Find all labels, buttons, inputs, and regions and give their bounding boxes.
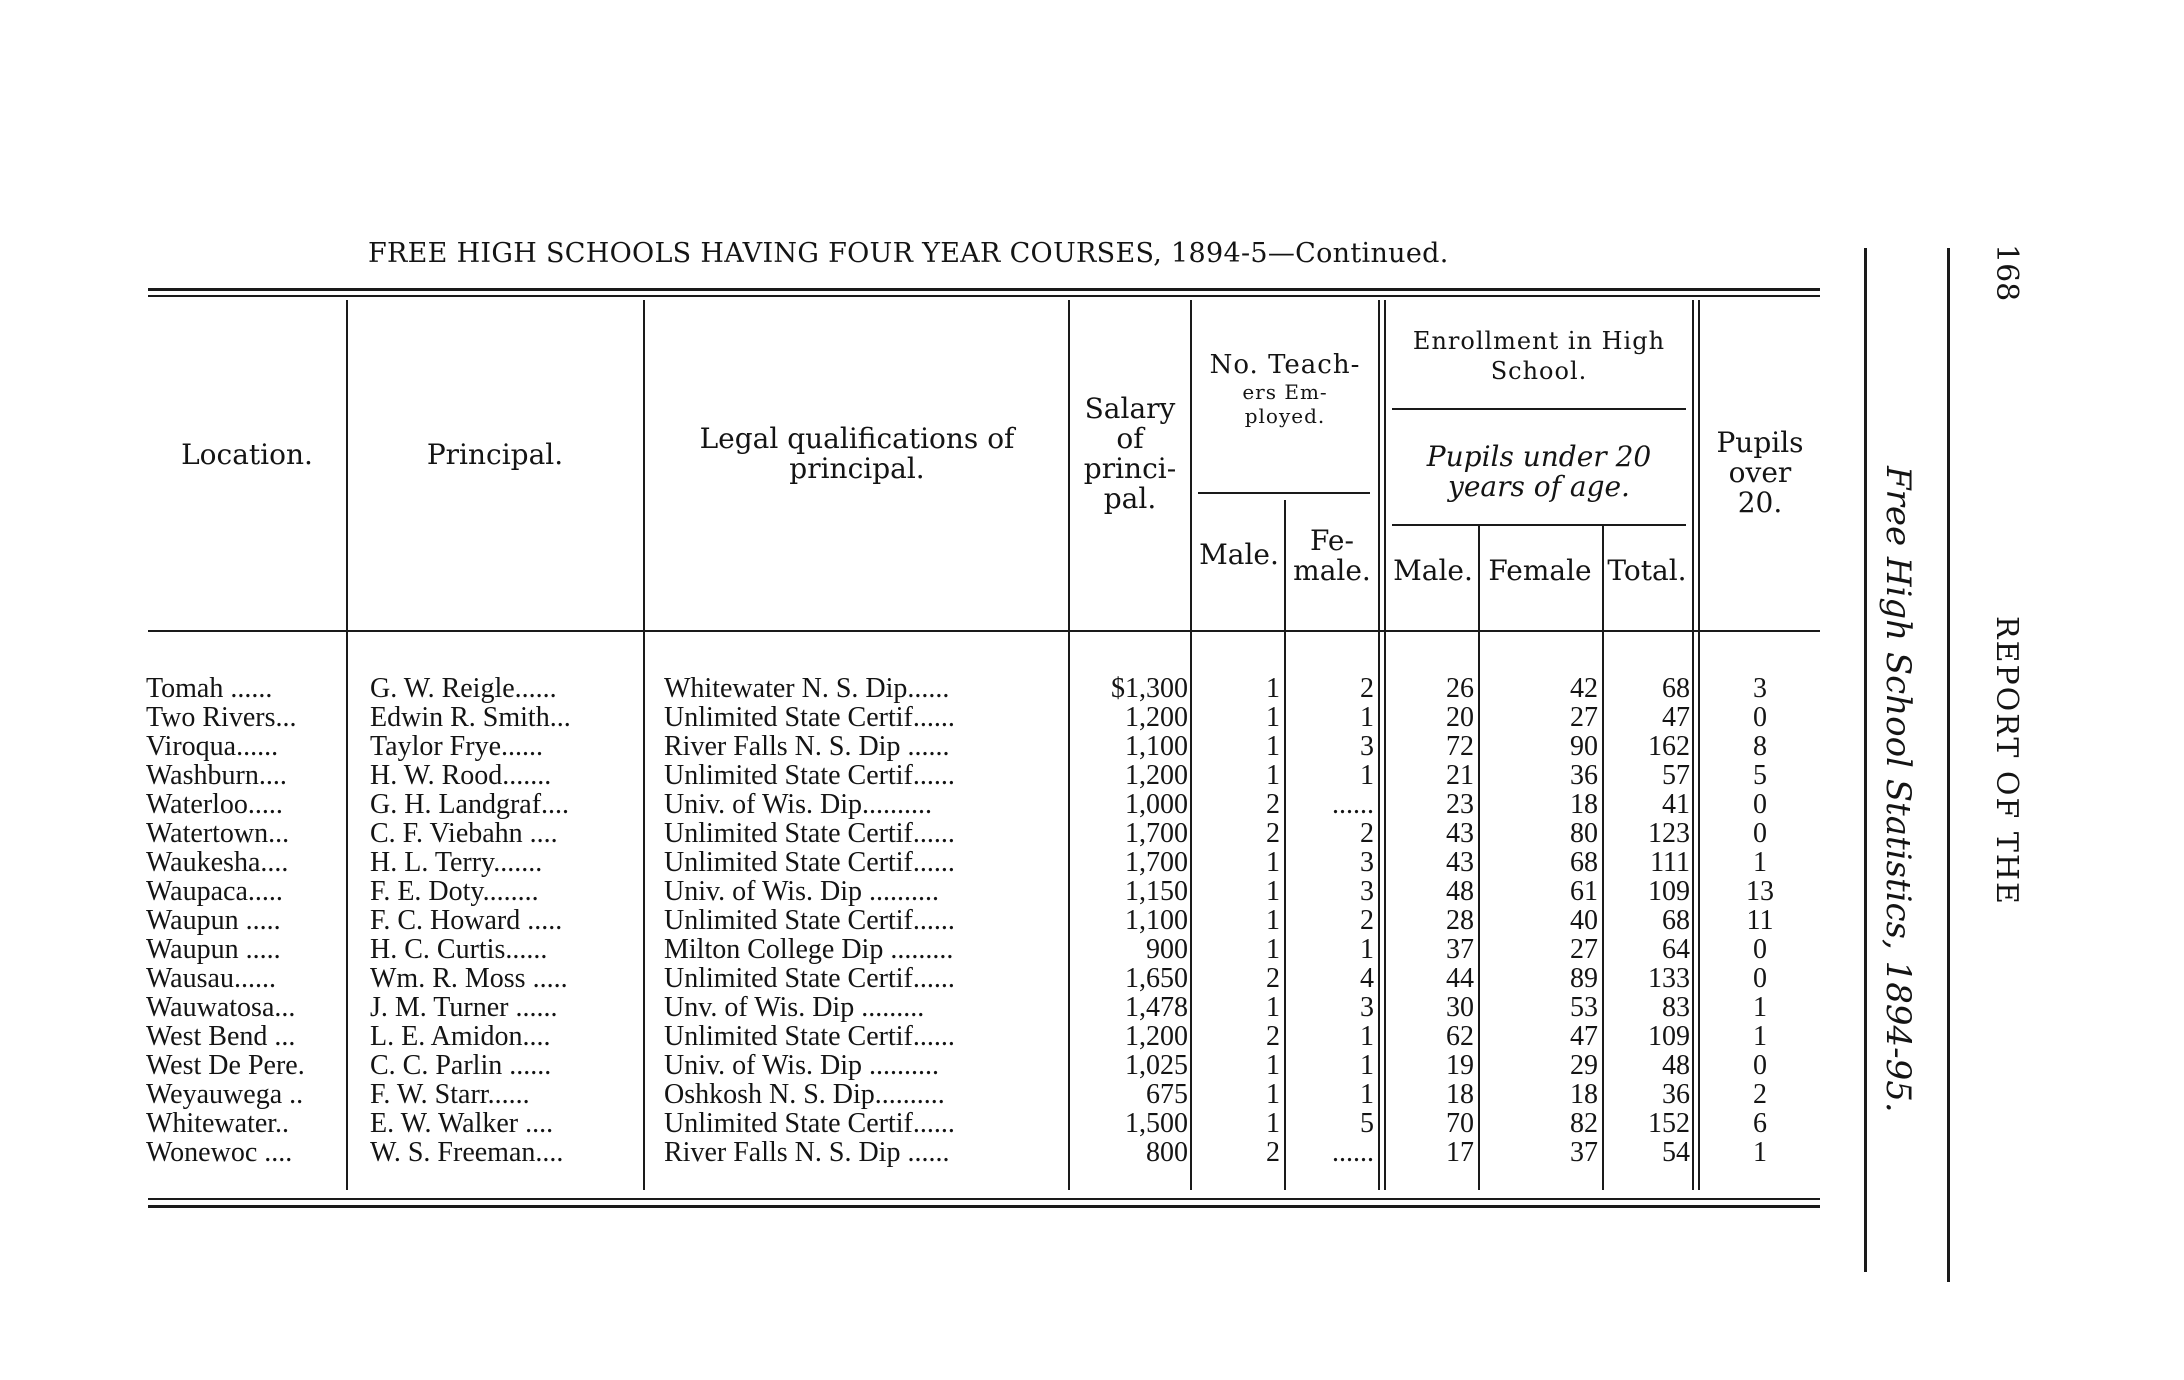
table-row <box>0 1138 1840 1167</box>
table-row <box>0 848 1840 877</box>
cell-enroll-total: 68 <box>1662 674 1690 703</box>
cell-teachers-female: 1 <box>1360 761 1374 790</box>
table-row <box>0 877 1840 906</box>
cell-salary: 1,000 <box>1125 790 1188 819</box>
cell-teachers-female: 1 <box>1360 1080 1374 1109</box>
cell-principal: C. C. Parlin ...... <box>370 1051 552 1080</box>
cell-salary: 800 <box>1146 1138 1188 1167</box>
cell-location: Wauwatosa... <box>146 993 296 1022</box>
cell-over20: 5 <box>1753 761 1767 790</box>
cell-location: Waukesha.... <box>146 848 289 877</box>
cell-over20: 0 <box>1753 790 1767 819</box>
cell-teachers-female: 3 <box>1360 993 1374 1022</box>
cell-legal: Unlimited State Certif...... <box>664 761 955 790</box>
teachers-subrule <box>1198 492 1370 494</box>
table-row <box>0 993 1840 1022</box>
cell-legal: Unlimited State Certif...... <box>664 1109 955 1138</box>
cell-enroll-total: 83 <box>1662 993 1690 1022</box>
cell-legal: Unlimited State Certif...... <box>664 1022 955 1051</box>
header-separator <box>148 630 1820 632</box>
table-row <box>0 674 1840 703</box>
top-rule-thick <box>148 288 1820 291</box>
cell-principal: J. M. Turner ...... <box>370 993 558 1022</box>
cell-enroll-female: 61 <box>1570 877 1598 906</box>
cell-legal: Univ. of Wis. Dip.......... <box>664 790 932 819</box>
cell-enroll-female: 89 <box>1570 964 1598 993</box>
cell-legal: Univ. of Wis. Dip .......... <box>664 1051 939 1080</box>
cell-enroll-male: 21 <box>1446 761 1474 790</box>
cell-teachers-male: 1 <box>1266 906 1280 935</box>
cell-teachers-female: ...... <box>1332 790 1374 819</box>
header-under20-line2 <box>1388 472 1690 502</box>
cell-enroll-female: 90 <box>1570 732 1598 761</box>
running-subtitle-text: Free High School Statistics, 1894-95. <box>1878 466 1918 1113</box>
cell-enroll-male: 48 <box>1446 877 1474 906</box>
header-salary-line2: of <box>1116 422 1144 455</box>
header-salary-line3: princi- <box>1083 452 1177 485</box>
cell-legal: Unv. of Wis. Dip ......... <box>664 993 925 1022</box>
cell-salary: 1,500 <box>1125 1109 1188 1138</box>
header-over20-line2: over 20. <box>1728 456 1792 519</box>
header-under20-line1-text: Pupils under 20 <box>1426 440 1652 473</box>
cell-enroll-male: 19 <box>1446 1051 1474 1080</box>
running-subtitle <box>1878 466 1918 1113</box>
header-enrollment-line2: School. <box>1490 357 1588 385</box>
cell-enroll-female: 36 <box>1570 761 1598 790</box>
cell-over20: 1 <box>1753 1138 1767 1167</box>
header-legal <box>648 424 1066 484</box>
cell-enroll-female: 42 <box>1570 674 1598 703</box>
cell-teachers-male: 2 <box>1266 819 1280 848</box>
cell-enroll-total: 111 <box>1650 848 1690 877</box>
cell-teachers-female: 5 <box>1360 1109 1374 1138</box>
enrollment-subrule <box>1392 408 1686 410</box>
cell-salary: 1,100 <box>1125 906 1188 935</box>
cell-enroll-total: 41 <box>1662 790 1690 819</box>
table-row <box>0 1051 1840 1080</box>
cell-teachers-male: 2 <box>1266 964 1280 993</box>
header-legal-line2: principal. <box>789 452 925 485</box>
header-teachers-male-text: Male. <box>1199 538 1279 571</box>
cell-salary: 1,100 <box>1125 732 1188 761</box>
cell-location: Tomah ...... <box>146 674 273 703</box>
header-salary-line1: Salary <box>1084 392 1176 425</box>
header-legal-line1: Legal qualifications of <box>699 422 1015 455</box>
cell-salary: 1,150 <box>1125 877 1188 906</box>
header-salary-line4: pal. <box>1103 482 1157 515</box>
cell-salary: 675 <box>1146 1080 1188 1109</box>
header-enroll-male-text: Male. <box>1393 554 1473 587</box>
cell-legal: Oshkosh N. S. Dip.......... <box>664 1080 945 1109</box>
header-teachers <box>1194 350 1376 428</box>
cell-location: Watertown... <box>146 819 290 848</box>
table-row <box>0 790 1840 819</box>
cell-principal: F. W. Starr...... <box>370 1080 530 1109</box>
cell-teachers-female: 3 <box>1360 848 1374 877</box>
cell-teachers-male: 1 <box>1266 674 1280 703</box>
header-teachers-female <box>1288 526 1376 586</box>
cell-enroll-female: 37 <box>1570 1138 1598 1167</box>
header-under20-line2-text: years of age. <box>1448 470 1630 503</box>
cell-salary: 1,200 <box>1125 1022 1188 1051</box>
cell-enroll-total: 54 <box>1662 1138 1690 1167</box>
cell-principal: F. C. Howard ..... <box>370 906 563 935</box>
cell-enroll-female: 47 <box>1570 1022 1598 1051</box>
cell-location: West De Pere. <box>146 1051 305 1080</box>
cell-legal: Unlimited State Certif...... <box>664 964 955 993</box>
cell-teachers-female: 2 <box>1360 674 1374 703</box>
margin-rule-right <box>1947 248 1950 1282</box>
cell-teachers-male: 2 <box>1266 790 1280 819</box>
cell-legal: River Falls N. S. Dip ...... <box>664 1138 950 1167</box>
cell-location: Waupun ..... <box>146 935 281 964</box>
header-enroll-male <box>1390 556 1476 586</box>
cell-enroll-total: 133 <box>1648 964 1690 993</box>
cell-location: Whitewater.. <box>146 1109 290 1138</box>
cell-teachers-male: 1 <box>1266 761 1280 790</box>
table-row <box>0 1080 1840 1109</box>
cell-principal: E. W. Walker .... <box>370 1109 554 1138</box>
cell-teachers-male: 1 <box>1266 732 1280 761</box>
cell-enroll-total: 68 <box>1662 906 1690 935</box>
cell-salary: 900 <box>1146 935 1188 964</box>
cell-over20: 6 <box>1753 1109 1767 1138</box>
cell-enroll-male: 43 <box>1446 848 1474 877</box>
cell-location: Waupaca..... <box>146 877 283 906</box>
cell-enroll-male: 37 <box>1446 935 1474 964</box>
cell-teachers-female: 1 <box>1360 1051 1374 1080</box>
header-teachers-line3: ployed. <box>1244 404 1326 428</box>
bottom-rule-thin <box>148 1198 1820 1200</box>
cell-principal: G. W. Reigle...... <box>370 674 557 703</box>
page-number-text: 168 <box>1989 244 2024 302</box>
cell-enroll-total: 109 <box>1648 877 1690 906</box>
header-under20-line1 <box>1388 442 1690 472</box>
cell-enroll-male: 28 <box>1446 906 1474 935</box>
table-row <box>0 761 1840 790</box>
cell-over20: 0 <box>1753 819 1767 848</box>
cell-enroll-total: 152 <box>1648 1109 1690 1138</box>
cell-teachers-male: 1 <box>1266 1109 1280 1138</box>
cell-over20: 0 <box>1753 935 1767 964</box>
bottom-rule-thick <box>148 1205 1820 1208</box>
cell-legal: River Falls N. S. Dip ...... <box>664 732 950 761</box>
cell-enroll-male: 62 <box>1446 1022 1474 1051</box>
cell-enroll-male: 43 <box>1446 819 1474 848</box>
cell-salary: 1,478 <box>1125 993 1188 1022</box>
cell-principal: W. S. Freeman.... <box>370 1138 564 1167</box>
cell-over20: 3 <box>1753 674 1767 703</box>
header-enrollment-line1: Enrollment in High <box>1412 327 1666 355</box>
cell-principal: L. E. Amidon.... <box>370 1022 551 1051</box>
header-over20 <box>1702 428 1818 518</box>
cell-enroll-total: 36 <box>1662 1080 1690 1109</box>
cell-over20: 13 <box>1746 877 1774 906</box>
cell-teachers-female: 3 <box>1360 877 1374 906</box>
cell-teachers-male: 1 <box>1266 703 1280 732</box>
header-teachers-female-line1: Fe- <box>1310 524 1354 557</box>
table-row <box>0 935 1840 964</box>
cell-enroll-male: 72 <box>1446 732 1474 761</box>
cell-teachers-female: 4 <box>1360 964 1374 993</box>
header-teachers-male <box>1196 540 1282 570</box>
cell-over20: 11 <box>1746 906 1774 935</box>
header-location-text: Location. <box>181 438 313 471</box>
header-enroll-total <box>1604 556 1690 586</box>
table-row <box>0 703 1840 732</box>
header-principal <box>350 440 640 470</box>
cell-enroll-female: 29 <box>1570 1051 1598 1080</box>
header-under20 <box>1388 442 1690 502</box>
header-salary <box>1072 394 1188 514</box>
cell-enroll-female: 18 <box>1570 1080 1598 1109</box>
cell-teachers-male: 2 <box>1266 1022 1280 1051</box>
running-head <box>1989 616 2024 906</box>
header-location <box>152 440 342 470</box>
page-title: FREE HIGH SCHOOLS HAVING FOUR YEAR COURSES, 1894-5—Continued. <box>368 238 1449 269</box>
cell-salary: 1,200 <box>1125 761 1188 790</box>
cell-salary: 1,700 <box>1125 848 1188 877</box>
cell-over20: 1 <box>1753 848 1767 877</box>
header-teachers-line1: No. Teach- <box>1209 350 1361 380</box>
cell-legal: Milton College Dip ......... <box>664 935 954 964</box>
cell-principal: H. W. Rood....... <box>370 761 552 790</box>
cell-principal: Edwin R. Smith... <box>370 703 571 732</box>
cell-over20: 0 <box>1753 703 1767 732</box>
cell-enroll-female: 27 <box>1570 935 1598 964</box>
cell-enroll-total: 123 <box>1648 819 1690 848</box>
cell-salary: 1,700 <box>1125 819 1188 848</box>
cell-enroll-total: 47 <box>1662 703 1690 732</box>
cell-location: Waterloo..... <box>146 790 283 819</box>
cell-enroll-total: 64 <box>1662 935 1690 964</box>
table-row <box>0 732 1840 761</box>
cell-enroll-total: 162 <box>1648 732 1690 761</box>
cell-enroll-male: 30 <box>1446 993 1474 1022</box>
cell-over20: 1 <box>1753 1022 1767 1051</box>
cell-principal: Taylor Frye...... <box>370 732 544 761</box>
cell-teachers-male: 1 <box>1266 935 1280 964</box>
cell-location: Wausau...... <box>146 964 276 993</box>
header-enroll-female <box>1480 556 1600 586</box>
cell-enroll-male: 20 <box>1446 703 1474 732</box>
header-teachers-line2: ers Em- <box>1242 380 1328 404</box>
cell-location: West Bend ... <box>146 1022 296 1051</box>
header-principal-text: Principal. <box>426 438 564 471</box>
cell-principal: F. E. Doty........ <box>370 877 539 906</box>
cell-principal: Wm. R. Moss ..... <box>370 964 568 993</box>
cell-salary: $1,300 <box>1111 674 1188 703</box>
cell-principal: G. H. Landgraf.... <box>370 790 570 819</box>
cell-location: Washburn.... <box>146 761 287 790</box>
under20-subrule <box>1392 524 1686 526</box>
cell-enroll-female: 68 <box>1570 848 1598 877</box>
cell-enroll-female: 40 <box>1570 906 1598 935</box>
margin-rule-left <box>1864 248 1867 1272</box>
cell-enroll-male: 23 <box>1446 790 1474 819</box>
cell-over20: 2 <box>1753 1080 1767 1109</box>
page-number <box>1989 244 2024 301</box>
cell-legal: Unlimited State Certif...... <box>664 819 955 848</box>
cell-teachers-female: 1 <box>1360 935 1374 964</box>
cell-teachers-male: 1 <box>1266 1051 1280 1080</box>
cell-enroll-male: 70 <box>1446 1109 1474 1138</box>
cell-teachers-male: 1 <box>1266 877 1280 906</box>
header-over20-line1: Pupils <box>1716 426 1804 459</box>
cell-teachers-female: ...... <box>1332 1138 1374 1167</box>
cell-over20: 0 <box>1753 1051 1767 1080</box>
cell-over20: 0 <box>1753 964 1767 993</box>
cell-enroll-male: 18 <box>1446 1080 1474 1109</box>
cell-legal: Unlimited State Certif...... <box>664 906 955 935</box>
cell-legal: Whitewater N. S. Dip...... <box>664 674 950 703</box>
header-teachers-female-line2: male. <box>1293 554 1371 587</box>
cell-location: Waupun ..... <box>146 906 281 935</box>
cell-principal: H. L. Terry....... <box>370 848 543 877</box>
cell-enroll-total: 57 <box>1662 761 1690 790</box>
header-enrollment <box>1388 326 1690 386</box>
table-row <box>0 819 1840 848</box>
cell-over20: 1 <box>1753 993 1767 1022</box>
running-head-text: REPORT OF THE <box>1989 616 2024 906</box>
cell-location: Viroqua...... <box>146 732 279 761</box>
cell-principal: H. C. Curtis...... <box>370 935 548 964</box>
table-row <box>0 964 1840 993</box>
cell-teachers-male: 1 <box>1266 993 1280 1022</box>
cell-teachers-female: 2 <box>1360 819 1374 848</box>
cell-legal: Unlimited State Certif...... <box>664 848 955 877</box>
cell-enroll-total: 109 <box>1648 1022 1690 1051</box>
header-enroll-total-text: Total. <box>1607 554 1687 587</box>
cell-location: Two Rivers... <box>146 703 297 732</box>
table-row <box>0 906 1840 935</box>
cell-teachers-male: 1 <box>1266 848 1280 877</box>
cell-location: Wonewoc .... <box>146 1138 293 1167</box>
cell-teachers-male: 2 <box>1266 1138 1280 1167</box>
cell-enroll-female: 18 <box>1570 790 1598 819</box>
cell-enroll-female: 53 <box>1570 993 1598 1022</box>
table-row <box>0 1022 1840 1051</box>
cell-over20: 8 <box>1753 732 1767 761</box>
cell-principal: C. F. Viebahn .... <box>370 819 558 848</box>
cell-enroll-female: 80 <box>1570 819 1598 848</box>
cell-teachers-female: 1 <box>1360 1022 1374 1051</box>
cell-enroll-total: 48 <box>1662 1051 1690 1080</box>
cell-enroll-male: 44 <box>1446 964 1474 993</box>
cell-location: Weyauwega .. <box>146 1080 304 1109</box>
cell-teachers-female: 3 <box>1360 732 1374 761</box>
cell-enroll-female: 82 <box>1570 1109 1598 1138</box>
cell-enroll-male: 26 <box>1446 674 1474 703</box>
table-row <box>0 1109 1840 1138</box>
cell-legal: Univ. of Wis. Dip .......... <box>664 877 939 906</box>
header-enroll-female-text: Female <box>1488 554 1592 587</box>
cell-teachers-male: 1 <box>1266 1080 1280 1109</box>
cell-teachers-female: 1 <box>1360 703 1374 732</box>
top-rule-thin <box>148 295 1820 297</box>
cell-salary: 1,025 <box>1125 1051 1188 1080</box>
cell-legal: Unlimited State Certif...... <box>664 703 955 732</box>
cell-salary: 1,650 <box>1125 964 1188 993</box>
cell-enroll-female: 27 <box>1570 703 1598 732</box>
cell-teachers-female: 2 <box>1360 906 1374 935</box>
cell-salary: 1,200 <box>1125 703 1188 732</box>
cell-enroll-male: 17 <box>1446 1138 1474 1167</box>
